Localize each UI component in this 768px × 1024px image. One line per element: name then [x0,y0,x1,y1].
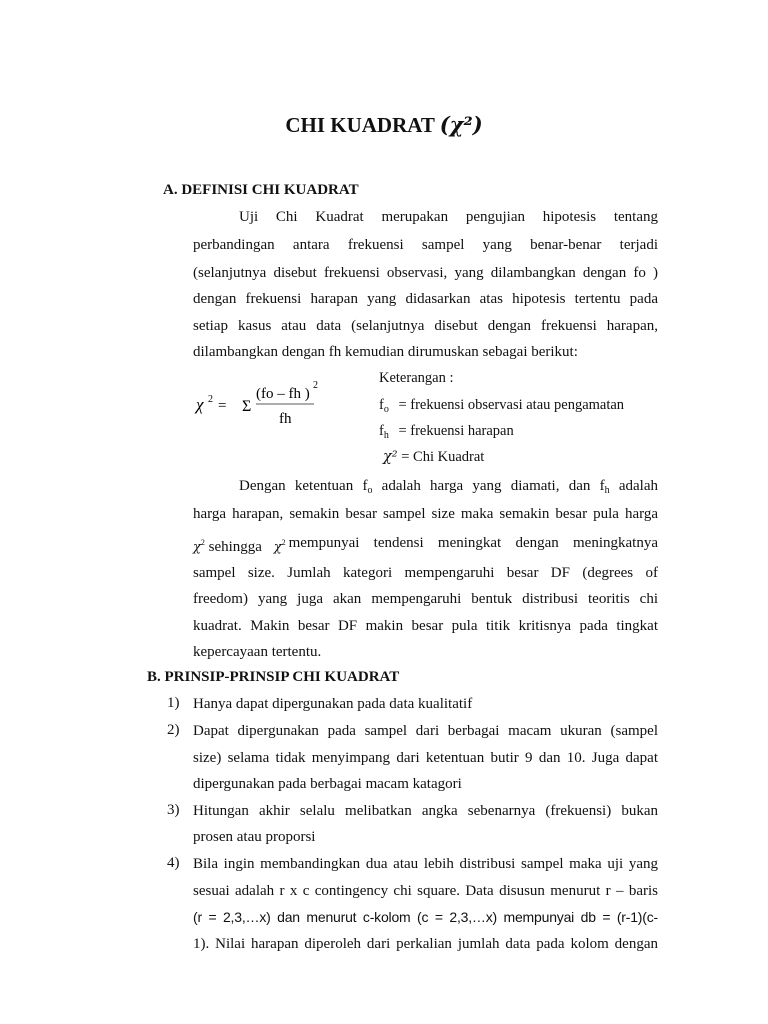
para2-line-3 [193,534,658,557]
item-1-number: 1) [167,695,180,711]
keterangan-chi [383,449,484,466]
section-a-heading: A. DEFINISI CHI KUADRAT [163,182,359,198]
keterangan-label: Keterangan : [379,370,454,386]
para2-l1-c: adalah [609,478,659,494]
title-text: CHI KUADRAT [285,113,435,137]
para2-chi-2: χ [273,540,282,555]
para2-exp-1: 2 [200,538,205,547]
formula-lhs-exp: 2 [208,394,213,405]
fo-description: = frekuensi observasi atau pengamatan [398,397,625,413]
item-3-line-2: prosen atau proporsi [193,829,316,845]
formula-numerator: (fo – fh ) [256,386,310,402]
para2-l3-left [193,534,286,557]
para2-line-1 [239,477,658,500]
fo-symbol: f [379,397,384,413]
chi-symbol: χ² [383,449,398,465]
para1-line-4: dengan frekuensi harapan yang didasarkan atas hipotesis tertentu pada [193,291,658,307]
item-2-line-2: size) selama tidak menyimpang dari ketentuan butir 9 dan 10. Juga dapat [193,750,658,766]
para2-l1-a: Dengan ketentuan f [239,478,368,494]
fh-description: = frekuensi harapan [398,423,514,439]
formula-lhs: χ [196,395,204,414]
para1-line-6: dilambangkan dengan fh kemudian dirumuskan sebagai berikut: [193,344,578,360]
formula-eq: = [218,398,227,414]
item-3-number: 3) [167,802,180,818]
fh-subscript: h [383,430,389,441]
para2-line-2: harga harapan, semakin besar sampel size maka semakin besar pula harga [193,506,658,522]
para2-chi-1: χ [193,540,201,555]
para1-line-1: Uji Chi Kuadrat merupakan pengujian hipotesis tentang [239,209,658,225]
para2-l1-b: adalah harga yang diamati, dan f [372,478,605,494]
formula-denominator: fh [279,411,292,427]
item-1-line-1: Hanya dapat dipergunakan pada data kualitatif [193,696,473,712]
para1-line-3: (selanjutnya disebut frekuensi observasi, yang dilambangkan dengan fo ) [193,265,658,281]
item-4-line-3: (r = 2,3,…x) dan menurut c-kolom (c = 2,3,…x) mempunyai db = (r-1)(c- [193,909,658,925]
chi-square-formula [190,374,340,436]
para2-line-6: kuadrat. Makin besar DF makin besar pula titik kritisnya pada tingkat [193,618,658,634]
para2-exp-2: 2 [281,538,286,547]
chi-description: = Chi Kuadrat [401,449,485,465]
formula-num-exp: 2 [313,380,318,391]
fh-symbol: f [379,423,384,439]
item-3-line-1: Hitungan akhir selalu melibatkan angka sebenarnya (frekuensi) bukan [193,803,658,819]
para2-sub-o: o [367,485,373,496]
title-symbol: (χ²) [439,112,483,137]
fo-subscript: o [383,404,389,415]
para2-line-4: sampel size. Jumlah kategori mempengaruhi besar DF (degrees of [193,565,658,581]
page-title [0,112,768,138]
para2-line-5: freedom) yang juga akan mempengaruhi bentuk distribusi teoritis chi [193,591,658,607]
keterangan-fo [379,397,624,415]
item-2-number: 2) [167,722,180,738]
para1-line-2: perbandingan antara frekuensi sampel yang benar-benar terjadi [193,237,658,253]
para2-sub-h: h [604,485,610,496]
item-4-number: 4) [167,855,180,871]
item-4-line-2: sesuai adalah r x c contingency chi square. Data disusun menurut r – baris [193,883,658,899]
para2-l3-a: sehingga [208,539,262,555]
item-2-line-1: Dapat dipergunakan pada sampel dari berbagai macam ukuran (sampel [193,723,658,739]
formula-sigma: Σ [242,398,252,415]
item-4-line-1: Bila ingin membandingkan dua atau lebih distribusi sampel maka uji yang [193,856,658,872]
keterangan-fh [379,423,514,441]
item-2-line-3: dipergunakan pada berbagai macam katagori [193,776,462,792]
section-b-heading: B. PRINSIP-PRINSIP CHI KUADRAT [147,669,400,685]
para2-line-7: kepercayaan tertentu. [193,644,322,660]
para1-line-5: setiap kasus atau data (selanjutnya disebut dengan frekuensi harapan, [193,318,658,334]
item-4-line-4: 1). Nilai harapan diperoleh dari perkalian jumlah data pada kolom dengan [193,936,658,952]
para2-l3-b: mempunyai tendensi meningkat dengan meningkatnya [288,535,658,551]
